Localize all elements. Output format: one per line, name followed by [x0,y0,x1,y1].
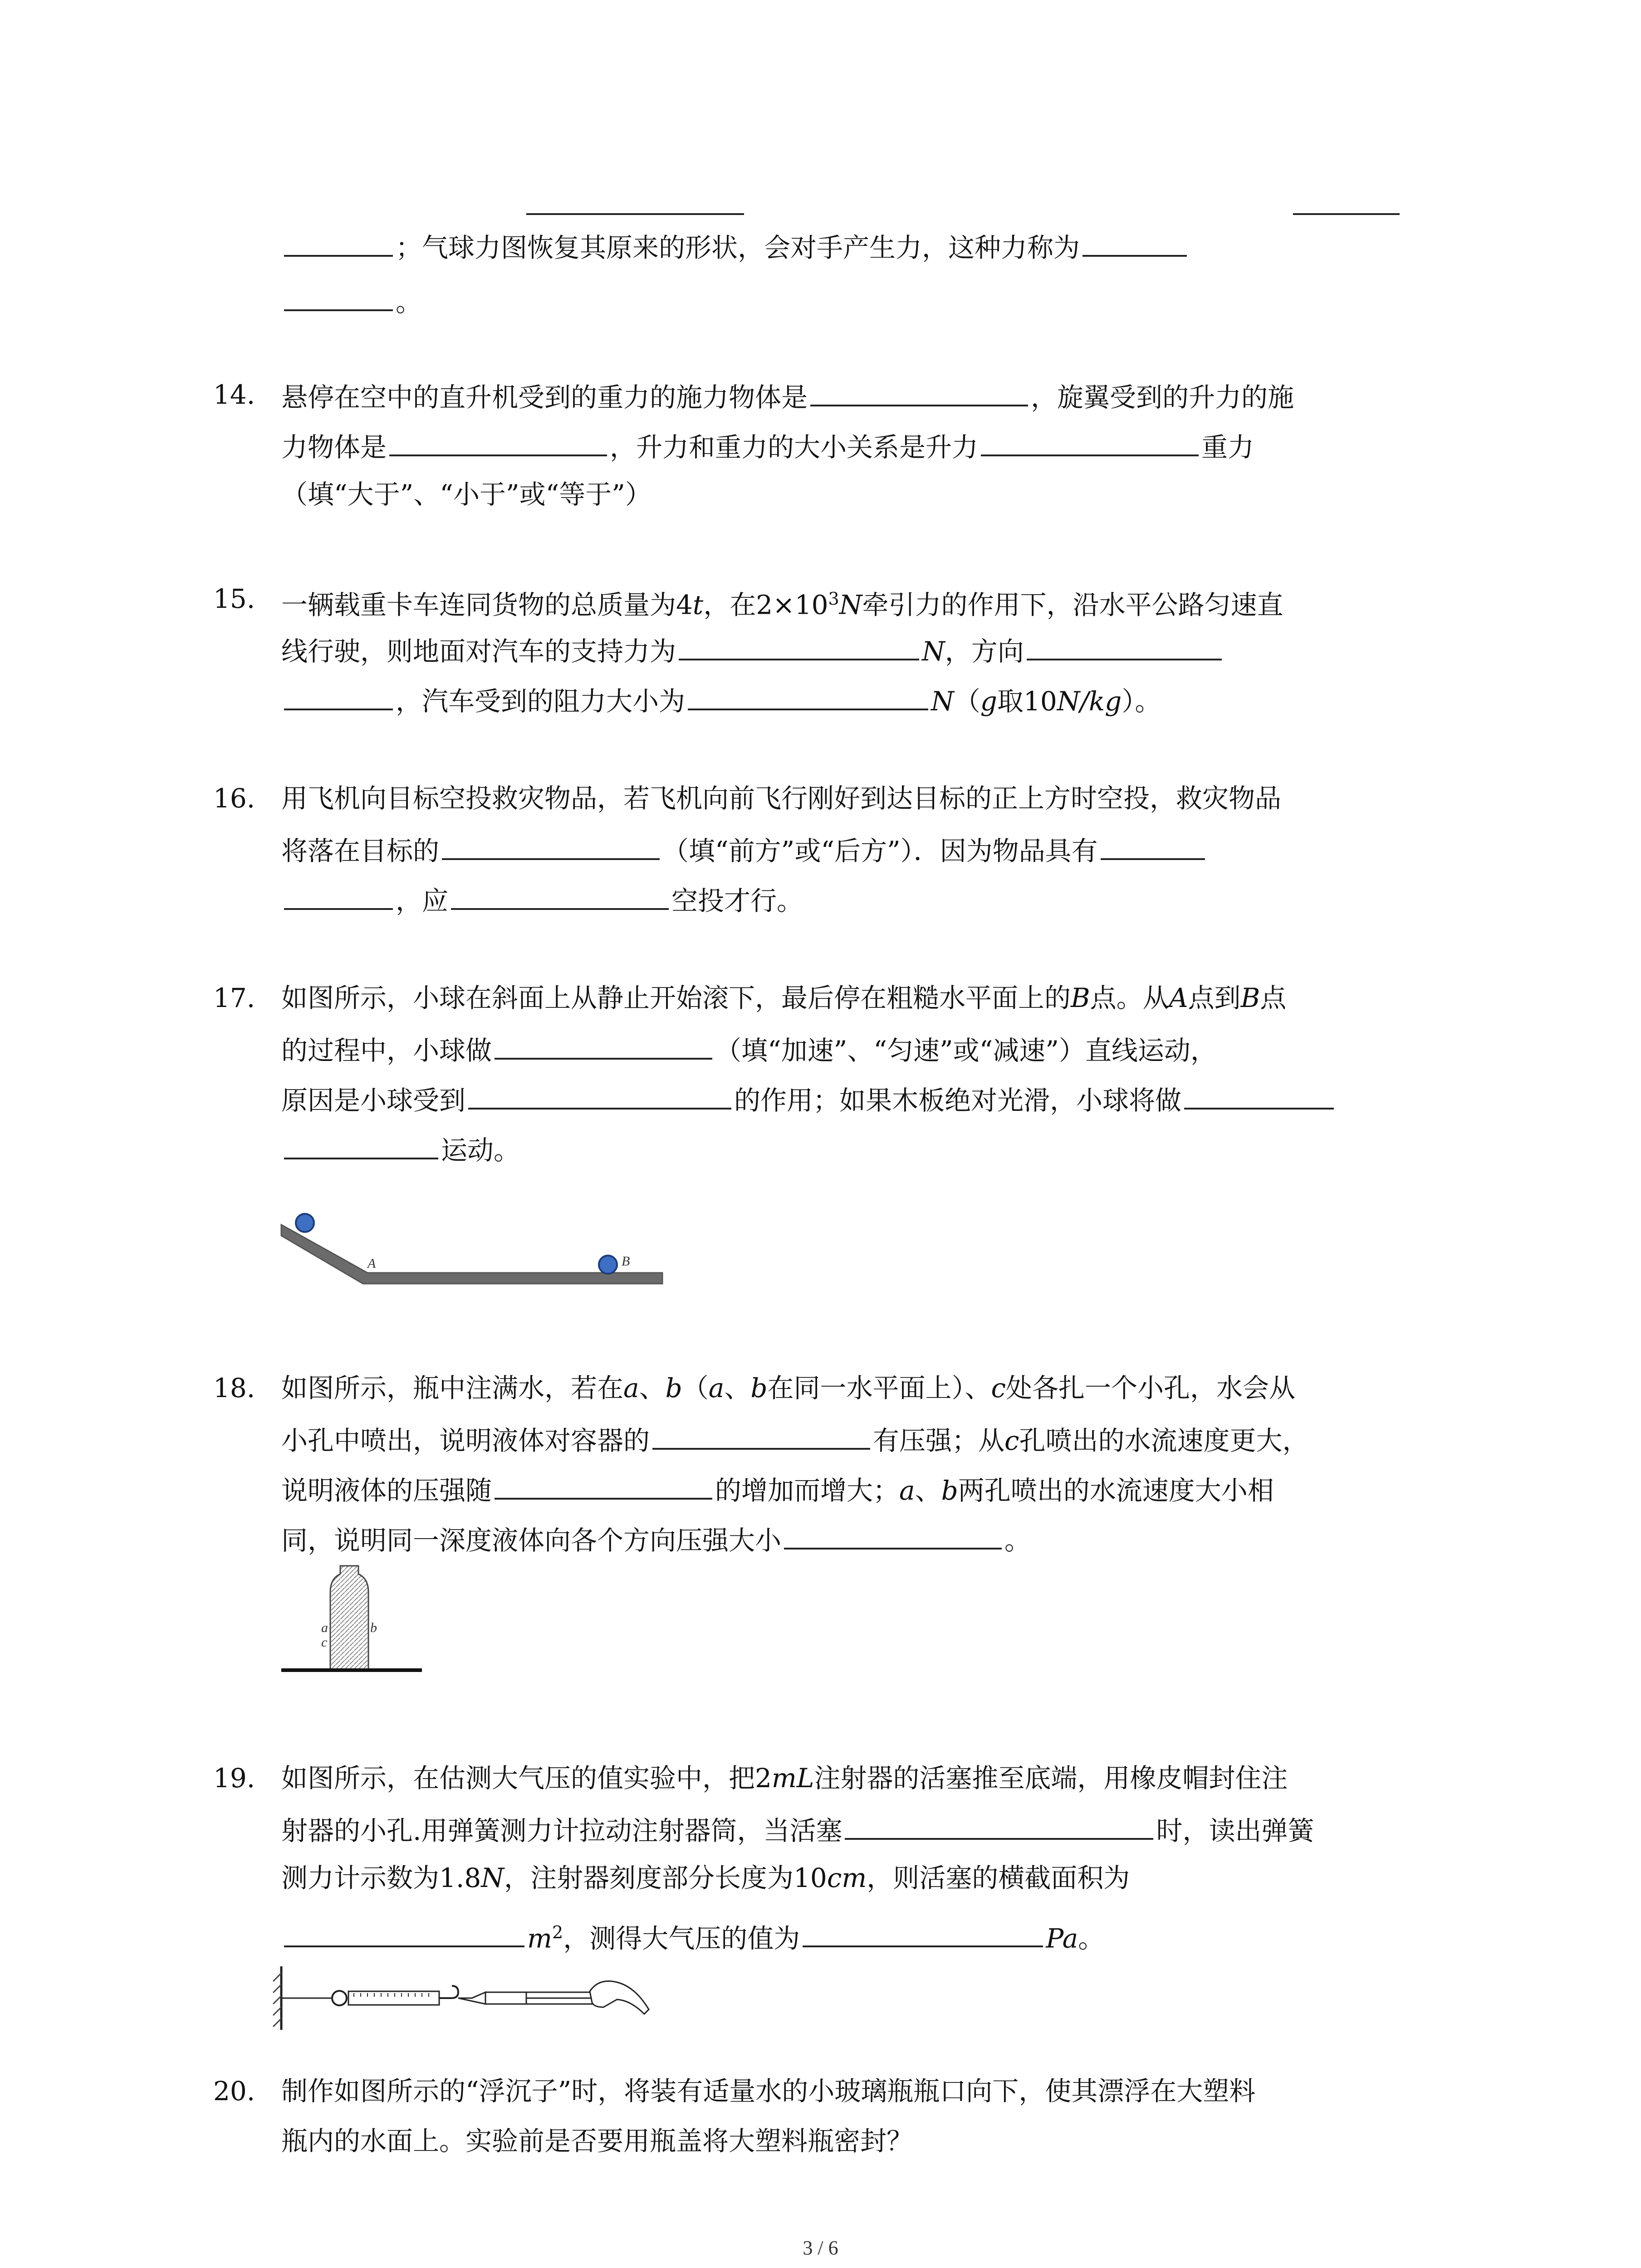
variable: b [750,1373,768,1403]
question-text: 空投才行。 [671,885,803,916]
question-20-line-2 [281,2123,913,2159]
question-17-line-2 [281,1030,1217,1066]
answer-blank[interactable] [284,1129,438,1159]
ring [332,1991,347,2005]
variable: a [899,1475,915,1506]
question-14-line-2 [281,426,1254,463]
question-text: 注射器的活塞推至底端，用橡皮帽封住注 [814,1763,1288,1794]
answer-blank[interactable] [284,680,393,710]
question-text: 测力计示数为1.8 [281,1862,481,1893]
hole-b-label: b [370,1620,377,1635]
point-a-label: A [367,1256,376,1271]
question-text: 的增加而增大； [715,1475,900,1506]
question-19-line-2 [281,1810,1314,1846]
question-16-line-2 [281,830,1208,866]
question-17-line-1 [213,980,1287,1016]
question-text: 将落在目标的 [281,836,440,866]
answer-blank[interactable] [688,680,928,710]
question-text: 原因是小球受到 [281,1085,466,1116]
unit: m [527,1923,552,1954]
ball-start [296,1214,314,1232]
question-text: （ [954,686,980,717]
question-17-line-4 [281,1129,520,1166]
answer-blank[interactable] [1101,830,1205,860]
answer-blank[interactable] [1027,631,1222,660]
question-18-line-4 [281,1520,1031,1556]
unit: cm [827,1862,867,1893]
unit: N [931,686,954,717]
question-text: 运动。 [441,1135,520,1166]
question-text: 用飞机向目标空投救灾物品，若飞机向前飞行刚好到达目标的正上方时空投，救灾物品 [281,783,1282,814]
question-text: 重力 [1201,432,1254,463]
question-18-line-2 [281,1420,1309,1456]
variable: A [1169,982,1188,1013]
question-text: 同，说明同一深度液体向各个方向压强大小 [281,1525,782,1556]
hole-a-label: a [321,1620,328,1635]
question-text: （填“大于”、“小于”或“等于”） [281,479,652,510]
bottle [330,1566,368,1669]
question-text: 、 [915,1475,941,1506]
answer-blank[interactable] [679,631,919,660]
answer-blank[interactable] [284,880,393,910]
answer-blank[interactable] [981,426,1199,456]
variable: B [1071,982,1090,1013]
question-text: ，注射器刻度部分长度为10 [504,1862,827,1893]
variable: B [1240,982,1260,1013]
question-number: 20. [213,2076,255,2107]
question-text: 的过程中，小球做 [281,1035,492,1066]
question-13-line-2 [281,281,422,318]
question-text: 小孔中喷出，说明液体对容器的 [281,1425,650,1456]
question-text: 有压强；从 [873,1425,1005,1456]
answer-blank[interactable] [652,1420,870,1450]
answer-blank[interactable] [1083,227,1187,257]
wall-hatching [273,1973,281,2027]
question-18-line-1 [213,1370,1296,1406]
question-17-line-3 [281,1080,1337,1116]
variable: a [708,1373,725,1403]
unit: Pa [1046,1923,1078,1954]
question-text: 取10 [997,686,1057,717]
question-number: 18. [213,1373,255,1403]
point-b-label: B [622,1254,630,1269]
question-text: ，测得大气压的值为 [563,1923,800,1954]
question-text: 、 [639,1373,666,1403]
hole-c-label: c [321,1635,328,1650]
question-number: 19. [213,1763,255,1794]
question-19-line-4 [281,1914,1105,1954]
answer-blank[interactable] [1293,213,1400,215]
answer-blank[interactable] [284,281,393,311]
question-text: 两孔喷出的水流速度大小相 [958,1475,1274,1506]
question-text: ）。 [1122,686,1161,717]
answer-blank[interactable] [284,227,393,257]
question-text: 。 [1078,1923,1105,1954]
question-number: 15. [213,583,255,614]
question-number: 14. [213,379,255,410]
question-text: ，汽车受到的阻力大小为 [396,686,686,717]
question-text: ，应 [396,885,449,916]
question-text: 、 [724,1373,751,1403]
answer-blank[interactable] [495,1470,712,1500]
question-15-line-2 [281,631,1225,667]
question-text: ，在2×10 [703,589,828,621]
question-text: 制作如图所示的“浮沉子”时，将装有适量水的小玻璃瓶瓶口向下，使其漂浮在大塑料 [281,2076,1256,2107]
unit: mL [771,1763,814,1794]
unit: N [481,1862,504,1893]
question-18-line-3 [281,1470,1274,1506]
question-text: 射器的小孔.用弹簧测力计拉动注射器筒，当活塞 [281,1815,843,1846]
variable: b [941,1475,958,1506]
exponent: 2 [552,1922,563,1942]
exponent: 3 [828,589,839,609]
question-text: （填“加速”、“匀速”或“减速”）直线运动， [715,1035,1217,1066]
question-text: 在同一水平面上）、 [767,1373,991,1403]
question-text: 一辆载重卡车连同货物的总质量为4 [281,589,693,621]
answer-blank[interactable] [784,1520,1002,1549]
answer-blank[interactable] [526,213,744,215]
answer-blank[interactable] [389,426,607,456]
question-number: 16. [213,783,255,814]
variable: c [991,1373,1006,1403]
question-16-line-3 [281,880,803,916]
question-19-line-3 [281,1860,1130,1896]
question-13-line-1 [281,227,1190,263]
question-text: 如图所示，瓶中注满水，若在 [281,1373,624,1403]
page-number: 3 / 6 [803,2237,838,2259]
question-text: 。 [396,287,422,318]
variable: t [692,589,704,621]
answer-blank[interactable] [468,1080,731,1110]
question-15-line-1 [213,581,1283,621]
question-text: ，旋翼受到的升力的施 [1031,382,1294,413]
question-19-line-1 [213,1760,1288,1796]
answer-blank[interactable] [495,1030,712,1060]
answer-blank[interactable] [810,376,1028,406]
variable: a [623,1373,639,1403]
question-14-line-3 [281,476,652,513]
question-text: 牵引力的作用下，沿水平公路匀速直 [862,589,1283,621]
question-text: 。 [1004,1525,1031,1556]
question-text: 的作用；如果木板绝对光滑，小球将做 [734,1085,1182,1116]
answer-blank[interactable] [451,880,669,910]
answer-blank[interactable] [1184,1080,1334,1110]
question-14-line-1 [213,376,1294,413]
question-text: （填“前方”或“后方”）．因为物品具有 [662,836,1098,866]
question-text: 点。从 [1090,982,1169,1013]
syringe-figure [272,1964,653,2032]
question-15-line-3 [281,680,1161,717]
variable: c [1004,1425,1019,1456]
question-text: 力物体是 [281,432,387,463]
question-text: 如图所示，小球在斜面上从静止开始滚下，最后停在粗糙水平面上的 [281,982,1071,1013]
question-text: （ [682,1373,709,1403]
question-text: 如图所示，在估测大气压的值实验中，把2 [281,1763,772,1794]
ball-end [599,1256,617,1274]
question-text: 点 [1260,982,1287,1013]
answer-blank[interactable] [442,830,660,860]
question-number: 17. [213,982,255,1013]
question-text: ，则活塞的横截面积为 [867,1862,1130,1893]
incline-board [281,1225,662,1284]
question-text: ，方向 [945,636,1024,667]
hook [439,1986,458,1998]
question-text: ；气球力图恢复其原来的形状，会对手产生力，这种力称为 [396,232,1080,263]
question-text: 说明液体的压强随 [281,1475,492,1506]
bottle-figure [281,1560,436,1678]
syringe-nozzle [458,1992,485,2004]
question-text: 线行驶，则地面对汽车的支持力为 [281,636,676,667]
question-text: 处各扎一个小孔，水会从 [1006,1373,1296,1403]
question-text: 悬停在空中的直升机受到的重力的施力物体是 [281,382,808,413]
incline-figure [281,1216,671,1306]
answer-blank[interactable] [845,1810,1153,1840]
unit: N [839,589,862,621]
answer-blank[interactable] [284,1917,524,1947]
question-text: 孔喷出的水流速度更大， [1019,1425,1309,1456]
answer-blank[interactable] [803,1917,1043,1947]
hand [590,1981,649,2014]
question-text: 瓶内的水面上。实验前是否要用瓶盖将大塑料瓶密封？ [281,2126,913,2156]
unit: N/kg [1057,686,1122,717]
question-text: 时，读出弹簧 [1156,1815,1314,1846]
spring-scale [348,1991,439,2005]
question-text: ，升力和重力的大小关系是升力 [610,432,979,463]
variable: b [665,1373,682,1403]
variable: g [980,686,997,717]
question-text: 点到 [1188,982,1241,1013]
question-16-line-1 [213,780,1282,816]
unit: N [922,636,945,667]
question-20-line-1 [213,2073,1256,2109]
